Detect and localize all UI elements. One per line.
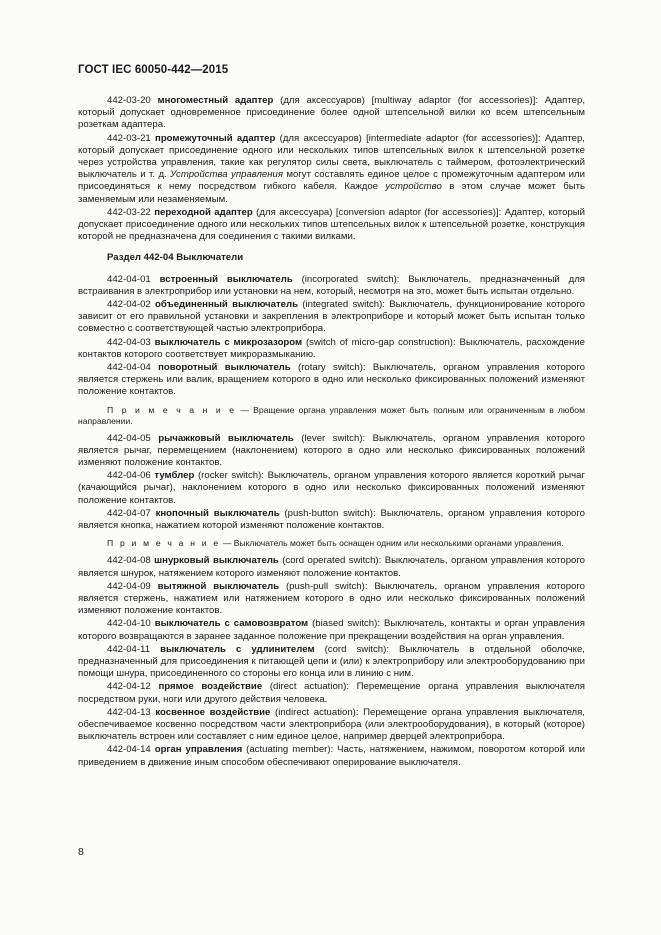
entry-id: 442-04-03 — [107, 336, 151, 348]
entry-442-03-22 — [78, 207, 585, 244]
entry-term: промежуточный адаптер — [155, 132, 276, 144]
entry-442-03-20 — [78, 95, 585, 132]
entry-442-04-01 — [78, 274, 585, 298]
entry-id: 442-04-10 — [107, 618, 151, 630]
entry-442-04-07 — [78, 508, 585, 532]
entry-definition: (rotary switch): Выключатель, органом управления которого является стержень или валик, вращением которого в одно или несколько фиксированных положений изменяют положение контактов. — [78, 362, 585, 398]
entry-442-04-02 — [78, 299, 585, 336]
entry-442-04-04 — [78, 362, 585, 399]
entry-definition: (switch of micro-gap construction): Выключатель, расхождение контактов которого соответствует микроразмыканию. — [78, 336, 585, 360]
entry-id: 442-04-05 — [107, 432, 151, 444]
entry-id: 442-03-20 — [107, 95, 151, 106]
entry-term: многоместный адаптер — [157, 95, 274, 106]
entry-italic-phrase: устройство — [385, 181, 442, 193]
entry-442-04-06 — [78, 470, 585, 507]
document-body — [78, 95, 585, 770]
entry-definition: (cord switch): Выключатель в отдельной оболочке, предназначенный для присоединения к питающей цепи и (или) к электроприбору или электрооборудованию при помощи шнура, присоединенного со стороны его конца или в линию с ним. — [78, 643, 585, 680]
entry-442-03-21 — [78, 133, 585, 206]
entry-definition: (integrated switch): Выключатель, функционирование которого зависит от его правильной установки и закрепления в электроприборе и который может быть испытан только совместно с соответствующей частью электроприбора. — [78, 299, 585, 335]
entry-442-04-13 — [78, 707, 585, 744]
entry-id: 442-04-04 — [107, 362, 151, 374]
entry-442-04-10 — [78, 618, 585, 642]
note-label: П р и м е ч а н и е — [107, 538, 221, 549]
entry-term: прямое воздействие — [158, 681, 263, 693]
note-actuators — [78, 538, 585, 549]
entry-id: 442-04-07 — [107, 507, 151, 519]
entry-442-04-14 — [78, 744, 585, 768]
entry-442-04-09 — [78, 581, 585, 618]
entry-definition: (для аксессуаров) [intermediate adaptor (for accessories)]: Адаптер, который допускает присоединение одного или нескольких типов штепсельных вилок к штепсельной розетке через устройства управления, такие как регулятор силы света, выключатель с таймером, фотоэлектрический выключатель и т. д. — [78, 132, 585, 181]
entry-id: 442-04-11 — [107, 643, 151, 655]
entry-442-04-08 — [78, 555, 585, 579]
entry-term: орган управления — [154, 744, 243, 756]
page-number: 8 — [78, 846, 84, 858]
entry-term: кнопочный выключатель — [155, 507, 280, 519]
entry-term: переходной адаптер — [154, 206, 253, 218]
entry-definition: (push-pull switch): Выключатель, органом управления которого является стержень, нажатием или натяжением которого в одно или несколько фиксированных положений изменяют положение контактов. — [78, 580, 586, 617]
entry-id: 442-04-08 — [107, 555, 151, 567]
entry-term: рычажковый выключатель — [158, 432, 294, 444]
entry-definition: (cord operated switch): Выключатель, органом управления которого является шнурок, натяжением которого изменяют положение контактов. — [78, 555, 585, 579]
entry-term: выключатель с микрозазором — [154, 336, 303, 348]
entry-term: косвенное воздействие — [155, 706, 271, 718]
entry-id: 442-04-12 — [107, 681, 151, 693]
entry-definition: (push-button switch): Выключатель, органом управления которого является кнопка, нажатием которой изменяют положение контактов. — [78, 507, 585, 532]
entry-term: выключатель с самовозвратом — [154, 618, 309, 630]
entry-definition: могут составлять единое целое с промежуточным адаптером или присоединяться к нему посредством гибкого кабеля. Каждое — [78, 169, 585, 193]
entry-id: 442-03-22 — [107, 206, 151, 218]
entry-definition: (для аксессуаров) [multiway adaptor (for accessories)]: Адаптер, который допускает одновременное присоединение более одной штепсельной вилки ко всем штепсельным розеткам адаптера. — [78, 95, 585, 131]
entry-term: вытяжной выключатель — [157, 580, 280, 592]
note-rotation — [78, 405, 585, 427]
entry-definition: в этом случае может быть заменяемым или незаменяемым. — [78, 181, 585, 205]
entry-definition: (direct actuation): Перемещение органа управления выключателя посредством руки, ноги или другого действия человека. — [78, 681, 585, 705]
entry-term: тумблер — [154, 470, 195, 482]
entry-442-04-12 — [78, 681, 585, 705]
entry-term: объединенный выключатель — [155, 299, 298, 311]
entry-term: встроенный выключатель — [159, 273, 293, 285]
entry-definition: (для аксессуара) [conversion adaptor (for accessories)]: Адаптер, который допускает присоединение одного или нескольких типов штепсельных вилок к штепсельной розетке, конструкция которой не предназначена для соединения с такими вилками. — [78, 206, 585, 243]
entry-id: 442-04-02 — [107, 299, 151, 311]
entry-definition: (lever switch): Выключатель, органом управления которого является рычаг, перемещением (наклонением) которого в одно или несколько фиксированных положений изменяют положение контактов. — [78, 432, 585, 469]
note-label: П р и м е ч а н и е — [107, 404, 237, 415]
entry-442-04-05 — [78, 433, 585, 470]
entry-id: 442-04-13 — [107, 706, 151, 718]
document-header: ГОСТ IEC 60050-442—2015 — [78, 64, 229, 76]
entry-term: выключатель с удлинителем — [160, 643, 315, 655]
note-text: — Выключатель может быть оснащен одним или несколькими органами управления. — [220, 538, 564, 549]
entry-definition: (incorporated switch): Выключатель, предназначенный для встраивания в электроприбор или установки на нем, который, несмотря на это, может быть испытан отдельно. — [78, 273, 585, 297]
entry-id: 442-04-06 — [107, 470, 151, 482]
entry-definition: (actuating member): Часть, натяжением, нажимом, поворотом которой или приведением в движение иным способом обеспечивают оперирование выключателя. — [78, 744, 586, 768]
entry-definition: (rocker switch): Выключатель, органом управления которого является короткий рычаг (качающийся рычаг), наклонением которого в одно или несколько фиксированных положений изменяют положение контактов. — [78, 470, 585, 506]
entry-definition: (biased switch): Выключатель, контакты и орган управления которого возвращаются в заранее заданное положение при прекращении воздействия на орган управления. — [78, 618, 585, 642]
entry-442-04-03 — [78, 337, 585, 361]
entry-id: 442-04-09 — [107, 580, 151, 592]
entry-italic-phrase: Устройства управления — [170, 169, 283, 181]
note-text: — Вращение органа управления может быть полным или ограниченным в любом направлении. — [78, 404, 585, 426]
section-title: Раздел 442-04 Выключатели — [107, 252, 244, 264]
entry-term: поворотный выключатель — [158, 362, 291, 374]
entry-id: 442-04-14 — [107, 744, 151, 756]
entry-id: 442-03-21 — [107, 132, 151, 144]
entry-442-04-11 — [78, 644, 585, 681]
entry-definition: (indirect actuation): Перемещение органа управления выключателя, обеспечиваемое косвенно посредством части электроприбора (или электрооборудования), в который (которое) выключатель встроен или составляет с ним единое целое, например дверцей электроприбора. — [78, 706, 585, 743]
entry-term: шнурковый выключатель — [154, 555, 279, 567]
entry-id: 442-04-01 — [107, 273, 151, 285]
